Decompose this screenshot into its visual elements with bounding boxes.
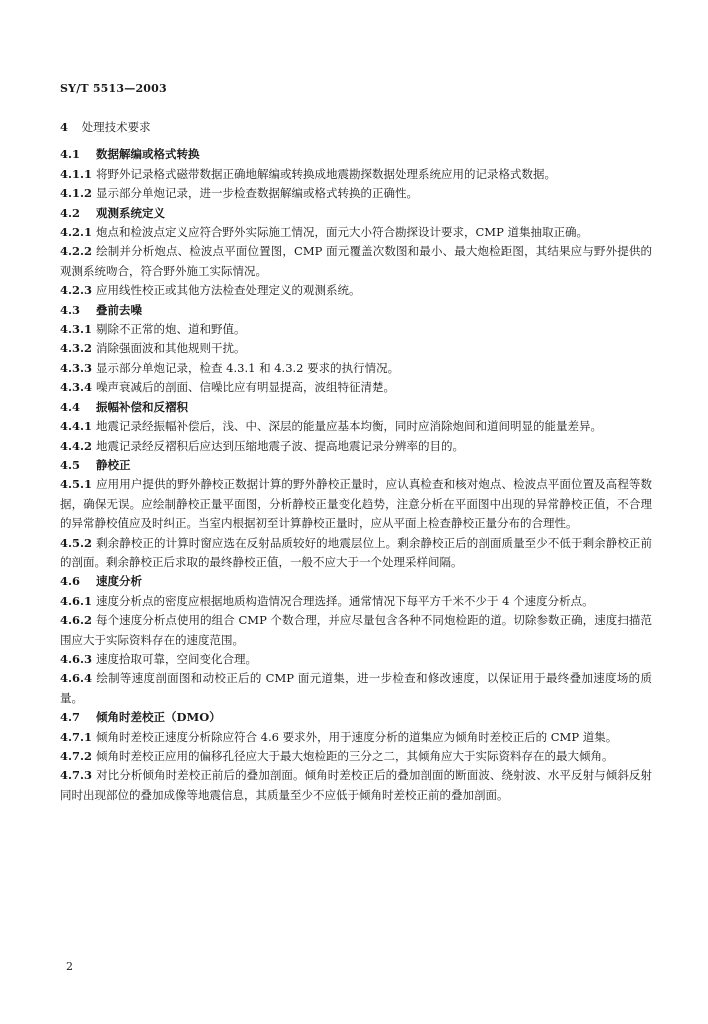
section-title: 倾角时差校正（DMO） bbox=[96, 710, 221, 725]
section-number: 4.5 bbox=[60, 457, 81, 472]
clause-text: 倾角时差校正速度分析除应符合 4.6 要求外，用于速度分析的道集应为倾角时差校正后的 CMP 道集。 bbox=[96, 729, 618, 744]
section-number: 4.7 bbox=[60, 710, 81, 725]
clause-paragraph bbox=[60, 320, 652, 339]
clause-number: 4.3.1 bbox=[60, 322, 93, 337]
clause-paragraph bbox=[60, 223, 652, 242]
clause-text: 地震记录经振幅补偿后，浅、中、深层的能量应基本均衡，同时应消除炮间和道间明显的能量差异。 bbox=[96, 419, 602, 434]
clause-number: 4.6.4 bbox=[60, 671, 93, 686]
section-title: 叠前去噪 bbox=[96, 302, 142, 317]
clause-text: 每个速度分析点使用的组合 CMP 个数合理，并应尽量包含各种不同炮检距的道。切除参数正确，速度扫描范围应大于实际资料存在的速度范围。 bbox=[60, 613, 652, 647]
clause-text: 噪声衰减后的剖面、信噪比应有明显提高，波组特征清楚。 bbox=[96, 380, 395, 395]
clause-text: 地震记录经反褶积后应达到压缩地震子波、提高地震记录分辨率的目的。 bbox=[96, 438, 464, 453]
clause-number: 4.5.1 bbox=[60, 477, 93, 492]
clause-text: 绘制并分析炮点、检波点平面位置图，CMP 面元覆盖次数图和最小、最大炮检距图，其结果应与野外提供的观测系统吻合，符合野外施工实际情况。 bbox=[60, 244, 652, 278]
clause-list bbox=[60, 145, 652, 805]
clause-paragraph bbox=[60, 378, 652, 397]
clause-paragraph bbox=[60, 184, 652, 203]
clause-text: 应用用户提供的野外静校正数据计算的野外静校正量时，应认真检查和核对炮点、检波点平面位置及高程等数据，确保无误。应绘制静校正量平面图，分析静校正量变化趋势，注意分析在平面图中出现的异常静校正值，不合理的异常静校值应及时纠正。当室内根据初至计算静校正量时，应从平面上检查静校正量分布的合理性。 bbox=[60, 477, 652, 531]
clause-number: 4.2.3 bbox=[60, 283, 93, 298]
clause-paragraph bbox=[60, 339, 652, 358]
section-heading bbox=[60, 398, 652, 417]
chapter-title: 处理技术要求 bbox=[81, 120, 151, 134]
clause-paragraph bbox=[60, 534, 652, 573]
clause-number: 4.3.2 bbox=[60, 341, 93, 356]
clause-paragraph bbox=[60, 669, 652, 708]
clause-paragraph bbox=[60, 766, 652, 805]
section-title: 速度分析 bbox=[96, 574, 142, 589]
clause-number: 4.5.2 bbox=[60, 535, 93, 550]
clause-number: 4.2.2 bbox=[60, 244, 93, 259]
clause-text: 速度分析点的密度应根据地质构造情况合理选择。通常情况下每平方千米不少于 4 个速度分析点。 bbox=[96, 593, 594, 608]
clause-number: 4.7.3 bbox=[60, 768, 93, 783]
clause-number: 4.3.3 bbox=[60, 360, 93, 375]
chapter-number: 4 bbox=[60, 120, 69, 134]
clause-number: 4.6.1 bbox=[60, 593, 93, 608]
clause-text: 显示部分单炮记录，进一步检查数据解编或格式转换的正确性。 bbox=[96, 186, 418, 201]
clause-text: 绘制等速度剖面图和动校正后的 CMP 面元道集，进一步检查和修改速度，以保证用于最终叠加速度场的质量。 bbox=[60, 671, 652, 705]
chapter-heading bbox=[60, 118, 652, 137]
clause-text: 消除强面波和其他规则干扰。 bbox=[96, 341, 246, 356]
clause-number: 4.7.1 bbox=[60, 729, 93, 744]
section-title: 观测系统定义 bbox=[96, 205, 165, 220]
clause-paragraph bbox=[60, 475, 652, 533]
clause-number: 4.1.1 bbox=[60, 166, 93, 181]
section-number: 4.1 bbox=[60, 147, 81, 162]
clause-paragraph bbox=[60, 728, 652, 747]
section-heading bbox=[60, 572, 652, 591]
section-title: 数据解编或格式转换 bbox=[96, 147, 200, 162]
clause-paragraph bbox=[60, 417, 652, 436]
clause-text: 炮点和检波点定义应符合野外实际施工情况，面元大小符合勘探设计要求，CMP 道集抽取正确。 bbox=[96, 225, 588, 240]
clause-paragraph bbox=[60, 437, 652, 456]
section-heading bbox=[60, 145, 652, 164]
clause-text: 显示部分单炮记录，检查 4.3.1 和 4.3.2 要求的执行情况。 bbox=[96, 360, 400, 375]
clause-text: 剩余静校正的计算时窗应选在反射品质较好的地震层位上。剩余静校正后的剖面质量至少不低于剩余静校正前的剖面。剩余静校正后求取的最终静校正值，一般不应大于一个处理采样间隔。 bbox=[60, 535, 652, 569]
section-number: 4.6 bbox=[60, 574, 81, 589]
section-number: 4.3 bbox=[60, 302, 81, 317]
clause-text: 将野外记录格式磁带数据正确地解编或转换成地震勘探数据处理系统应用的记录格式数据。 bbox=[96, 166, 556, 181]
section-title: 静校正 bbox=[96, 457, 131, 472]
clause-paragraph bbox=[60, 592, 652, 611]
clause-number: 4.1.2 bbox=[60, 186, 93, 201]
clause-paragraph bbox=[60, 359, 652, 378]
clause-text: 速度拾取可靠，空间变化合理。 bbox=[96, 651, 257, 666]
clause-paragraph bbox=[60, 611, 652, 650]
clause-number: 4.4.2 bbox=[60, 438, 93, 453]
clause-paragraph bbox=[60, 281, 652, 300]
document-body bbox=[60, 118, 652, 805]
clause-text: 剔除不正常的炮、道和野值。 bbox=[96, 322, 246, 337]
clause-paragraph bbox=[60, 747, 652, 766]
clause-number: 4.6.2 bbox=[60, 613, 93, 628]
section-number: 4.2 bbox=[60, 205, 81, 220]
section-title: 振幅补偿和反褶积 bbox=[96, 399, 188, 414]
clause-number: 4.4.1 bbox=[60, 419, 93, 434]
clause-number: 4.6.3 bbox=[60, 651, 93, 666]
clause-number: 4.7.2 bbox=[60, 749, 93, 763]
page-number: 2 bbox=[66, 960, 73, 973]
section-heading bbox=[60, 204, 652, 223]
clause-number: 4.2.1 bbox=[60, 225, 93, 240]
clause-paragraph bbox=[60, 242, 652, 281]
section-heading bbox=[60, 301, 652, 320]
section-heading bbox=[60, 708, 652, 727]
clause-text: 倾角时差校正应用的偏移孔径应大于最大炮检距的三分之二，其倾角应大于实际资料存在的最大倾角。 bbox=[96, 749, 614, 763]
clause-text: 对比分析倾角时差校正前后的叠加剖面。倾角时差校正后的叠加剖面的断面波、绕射波、水平反射与倾斜反射同时出现部位的叠加成像等地震信息，其质量至少不应低于倾角时差校正前的叠加剖面。 bbox=[60, 768, 652, 802]
clause-paragraph bbox=[60, 165, 652, 184]
clause-text: 应用线性校正或其他方法检查处理定义的观测系统。 bbox=[96, 283, 361, 298]
section-heading bbox=[60, 456, 652, 475]
clause-paragraph bbox=[60, 650, 652, 669]
section-number: 4.4 bbox=[60, 399, 81, 414]
clause-number: 4.3.4 bbox=[60, 380, 93, 395]
standard-number-header: SY/T 5513—2003 bbox=[60, 82, 167, 95]
